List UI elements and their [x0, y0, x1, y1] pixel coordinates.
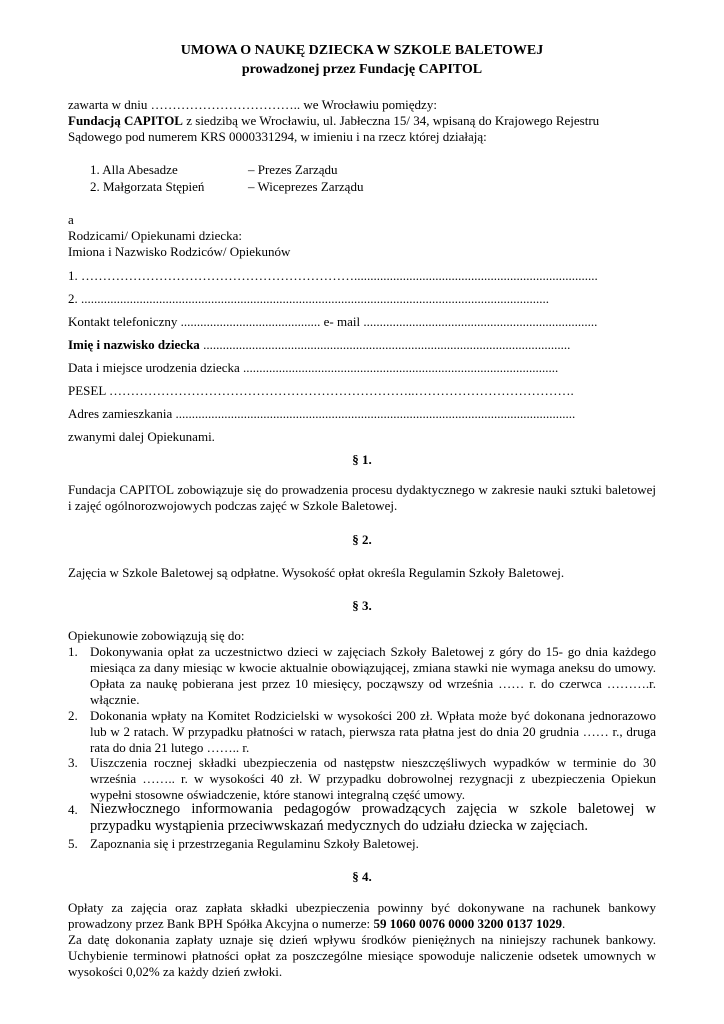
obligation-text: Dokonywania opłat za uczestnictwo dzieci w zajęciach Szkoły Baletowej z góry do 15- go dnia każdego miesiąca za dany miesiąc w kwocie aktualnie obowiązującej, zmiana stawki nie wymaga aneksu do umowy. Opłata za naukę pobierana jest przez 10 miesięcy, począwszy od września …… r. do czerwca ……….r. włącznie.: [90, 644, 656, 707]
board-member-2-role: – Wiceprezes Zarządu: [248, 179, 364, 194]
document-title: UMOWA O NAUKĘ DZIECKA W SZKOLE BALETOWEJ: [180, 43, 544, 58]
contract-date-line: zawarta w dniu …………………………….. we Wrocławiu pomiędzy:: [68, 97, 437, 112]
section-1-heading: § 1.: [352, 452, 372, 467]
child-name-label: Imię i nazwisko dziecka: [68, 337, 200, 352]
parent-2-field[interactable]: 2. ................................................................................................................................................: [68, 291, 549, 306]
foundation-line: [68, 113, 656, 129]
obligation-text: Zapoznania się i przestrzegania Regulaminu Szkoły Baletowej.: [90, 836, 419, 851]
section-2-heading: § 2.: [352, 532, 372, 547]
bank-account-number: 59 1060 0076 0000 3200 0137 1029: [373, 916, 562, 931]
board-member-1-name: 1. Alla Abesadze: [90, 162, 178, 177]
pesel-field[interactable]: PESEL ……………………………………………………………..……………………………….: [68, 383, 574, 398]
section-4-heading: § 4.: [352, 869, 372, 884]
krs-line: Sądowego pod numerem KRS 0000331294, w imieniu i na rzecz której działają:: [68, 129, 487, 144]
child-name-field[interactable]: [68, 337, 570, 353]
board-member-1-role: – Prezes Zarządu: [248, 162, 338, 177]
address-field[interactable]: Adres zamieszkania ...........................................................................................................................: [68, 406, 576, 421]
foundation-address: z siedzibą we Wrocławiu, ul. Jabłeczna 15/ 34, wpisaną do Krajowego Rejestru: [182, 113, 600, 128]
board-member-2-name: 2. Małgorzata Stępień: [90, 179, 205, 194]
guardians-closing: zwanymi dalej Opiekunami.: [68, 429, 215, 444]
obligation-text: Niezwłocznego informowania pedagogów prowadzących zajęcia w szkole baletowej w przypadku wystąpienia przeciwwskazań medycznych do udziału dziecka w zajęciach.: [90, 801, 656, 834]
foundation-name: Fundacją CAPITOL: [68, 113, 183, 128]
section-2-text: Zajęcia w Szkole Baletowej są odpłatne. Wysokość opłat określa Regulamin Szkoły Baletowej.: [68, 565, 565, 580]
obligation-text: Dokonania wpłaty na Komitet Rodzicielski w wysokości 200 zł. Wpłata może być dokonana jednorazowo lub w 2 ratach. W przypadku płatności w ratach, pierwsza rata płatna jest do dnia 20 grudnia …… r., druga rata do dnia 21 lutego …….. r.: [90, 708, 656, 755]
parents-label: Rodzicami/ Opiekunami dziecka:: [68, 228, 242, 243]
birth-field[interactable]: Data i miejsce urodzenia dziecka .................................................................................................: [68, 360, 559, 375]
parents-names-label: Imiona i Nazwisko Rodziców/ Opiekunów: [68, 244, 291, 259]
document-subtitle: prowadzonej przez Fundację CAPITOL: [241, 62, 483, 77]
obligation-text: Uiszczenia rocznej składki ubezpieczenia od następstw nieszczęśliwych wypadków w terminie do 30 września …….. r. w wysokości 40 zł. W przypadku dobrowolnej rezygnacji z ubezpieczenia Opiekun wypełni stosowne oświadczenie, które stanowi integralną część umowy.: [90, 755, 656, 802]
section-4-interest-text: Za datę dokonania zapłaty uznaje się dzień wpływu środków pieniężnych na niniejszy rachunek bankowy. Uchybienie terminowi płatności opłat za poszczególne miesiące spowoduje naliczenie odsetek umownych w wysokości 0,02% za każdy dzień zwłoki.: [68, 932, 656, 979]
section-4-payment-text: [68, 900, 656, 932]
parent-1-field[interactable]: 1. ………………………………………………………...........................................................................: [68, 268, 598, 283]
payment-text-end: .: [561, 916, 566, 931]
obligation-number: 1.: [68, 644, 78, 659]
section-3-lead: Opiekunowie zobowiązują się do:: [68, 628, 245, 643]
child-name-dots: .................................................................................................................: [199, 337, 571, 352]
contact-field[interactable]: Kontakt telefoniczny ........................................... e- mail ........................................................................: [68, 314, 598, 329]
obligation-number: 5.: [68, 836, 78, 851]
obligation-number: 4.: [68, 802, 78, 817]
obligation-number: 2.: [68, 708, 78, 723]
payment-text: Opłaty za zajęcia oraz zapłata składki ubezpieczenia powinny być dokonywane na rachunek bankowy prowadzony przez Bank BPH Spółka Akcyjna o numerze:: [68, 900, 656, 931]
conjunction-a: a: [68, 212, 74, 227]
obligation-number: 3.: [68, 755, 78, 770]
section-3-heading: § 3.: [352, 598, 372, 613]
section-1-text: Fundacja CAPITOL zobowiązuje się do prowadzenia procesu dydaktycznego w zakresie nauki sztuki baletowej i zajęć ogólnorozwojowych podczas zajęć w Szkole Baletowej.: [68, 482, 656, 513]
